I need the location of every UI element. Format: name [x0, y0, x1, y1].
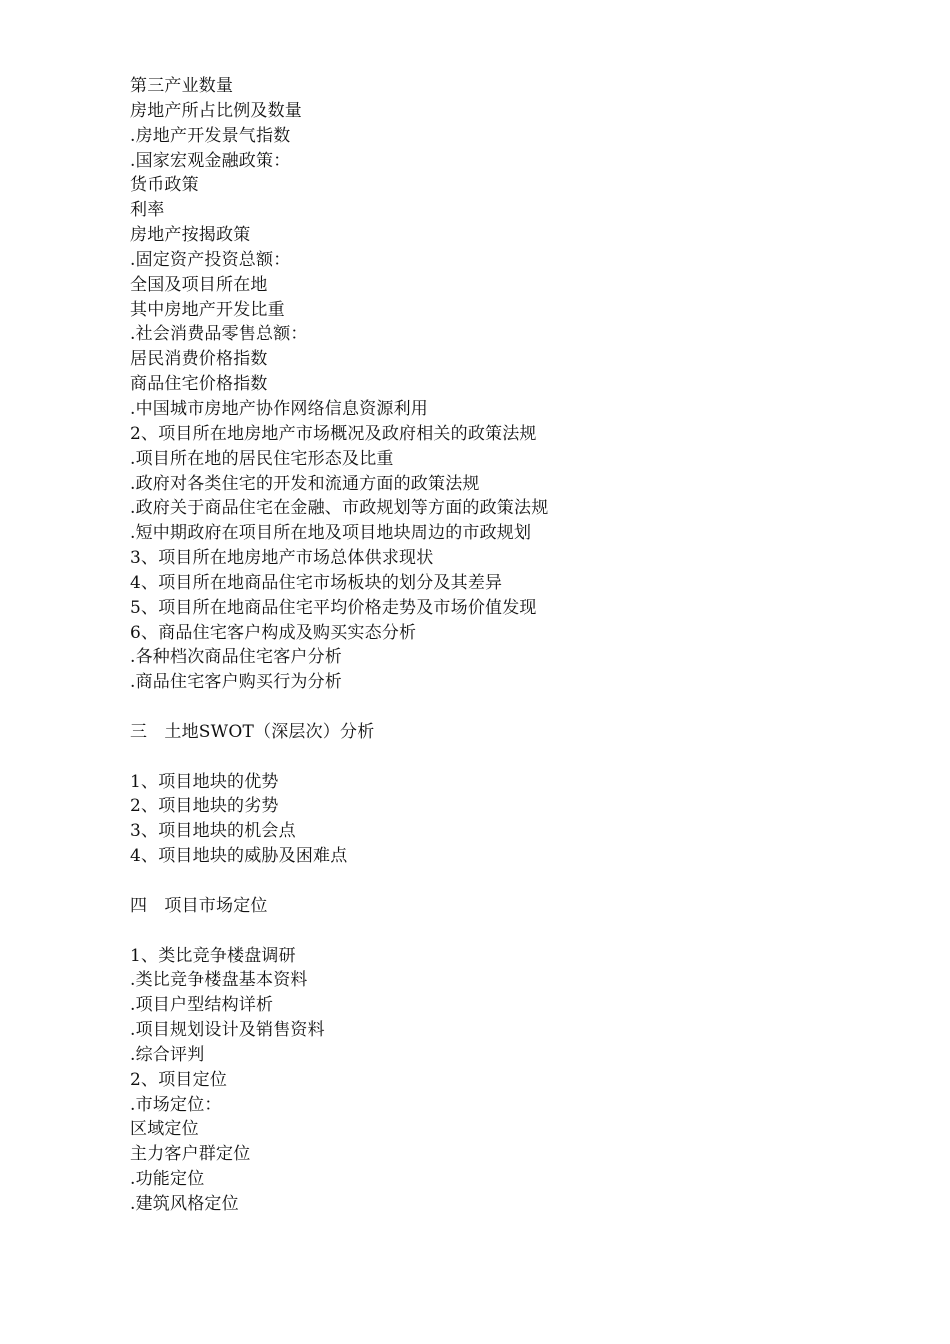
text-line: 2、项目所在地房地产市场概况及政府相关的政策法规 — [130, 423, 537, 444]
text-line: 2、项目地块的劣势 — [130, 796, 279, 817]
text-line: 4、项目地块的威胁及困难点 — [130, 846, 348, 867]
text-line: 3、项目所在地房地产市场总体供求现状 — [130, 548, 434, 569]
text-line: 四 项目市场定位 — [130, 895, 268, 916]
text-line: 居民消费价格指数 — [130, 349, 268, 370]
text-line: .综合评判 — [130, 1044, 205, 1065]
text-line: .项目户型结构详析 — [130, 995, 274, 1016]
blank-line — [130, 869, 910, 894]
text-line: .中国城市房地产协作网络信息资源利用 — [130, 398, 429, 419]
text-line: 3、项目地块的机会点 — [130, 821, 296, 842]
text-line: .商品住宅客户购买行为分析 — [130, 672, 343, 693]
text-line: .项目规划设计及销售资料 — [130, 1020, 325, 1041]
text-line: .政府对各类住宅的开发和流通方面的政策法规 — [130, 473, 480, 494]
text-line: 其中房地产开发比重 — [130, 299, 285, 320]
document-body — [130, 74, 910, 1217]
text-line: 利率 — [130, 200, 165, 221]
text-line: .短中期政府在项目所在地及项目地块周边的市政规划 — [130, 523, 532, 544]
text-line: .政府关于商品住宅在金融、市政规划等方面的政策法规 — [130, 498, 549, 519]
blank-line — [130, 745, 910, 770]
text-line: 4、项目所在地商品住宅市场板块的划分及其差异 — [130, 572, 503, 593]
text-line: .市场定位： — [130, 1094, 222, 1115]
text-line: .建筑风格定位 — [130, 1193, 239, 1214]
blank-line — [130, 695, 910, 720]
text-line: 房地产所占比例及数量 — [130, 100, 302, 121]
text-line: 第三产业数量 — [130, 76, 234, 96]
blank-line — [130, 919, 910, 944]
text-line: 6、商品住宅客户构成及购买实态分析 — [130, 622, 417, 643]
text-line: .功能定位 — [130, 1169, 205, 1190]
text-line: 1、类比竞争楼盘调研 — [130, 945, 296, 966]
text-line: .社会消费品零售总额： — [130, 324, 308, 345]
text-line: 5、项目所在地商品住宅平均价格走势及市场价值发现 — [130, 597, 537, 618]
text-line: .项目所在地的居民住宅形态及比重 — [130, 448, 394, 469]
text-line: .各种档次商品住宅客户分析 — [130, 647, 343, 668]
text-line: 1、项目地块的优势 — [130, 771, 279, 792]
text-line: 区域定位 — [130, 1119, 199, 1140]
text-line: .固定资产投资总额： — [130, 249, 291, 270]
text-line: 主力客户群定位 — [130, 1144, 251, 1165]
text-line: 三 土地SWOT（深层次）分析 — [130, 721, 375, 742]
text-line: .类比竞争楼盘基本资料 — [130, 970, 308, 991]
text-line: 房地产按揭政策 — [130, 225, 251, 246]
text-line: 商品住宅价格指数 — [130, 374, 268, 395]
text-line: .国家宏观金融政策： — [130, 150, 291, 171]
text-line: 货币政策 — [130, 175, 199, 196]
text-line: 2、项目定位 — [130, 1069, 228, 1090]
text-line: .房地产开发景气指数 — [130, 125, 291, 146]
text-line: 全国及项目所在地 — [130, 274, 268, 295]
